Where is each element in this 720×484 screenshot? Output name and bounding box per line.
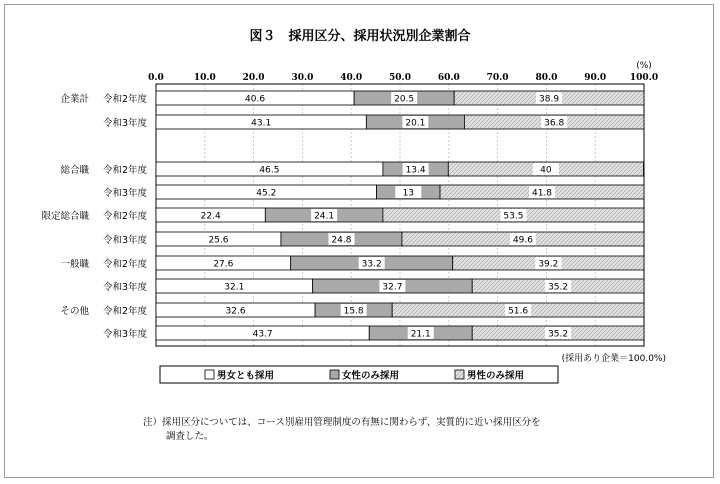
data-label: 21.1 bbox=[410, 329, 431, 340]
unit-label: (%) bbox=[636, 61, 652, 71]
data-label: 24.8 bbox=[331, 235, 352, 246]
legend-swatch bbox=[205, 370, 214, 379]
x-tick-label: 100.0 bbox=[629, 73, 659, 83]
data-label: 51.6 bbox=[508, 306, 529, 317]
x-tick-label: 40.0 bbox=[340, 73, 363, 83]
category-label: 令和3年度 bbox=[102, 188, 147, 199]
group-label: 企業計 bbox=[60, 94, 89, 105]
data-label: 40.6 bbox=[245, 94, 266, 105]
group-label: 限定総合職 bbox=[41, 211, 89, 222]
data-label: 40 bbox=[540, 165, 552, 176]
data-label: 22.4 bbox=[200, 211, 221, 222]
footnote-line-1: 注）採用区分については、コース別雇用管理制度の有無に関わらず、実質的に近い採用区分を bbox=[143, 417, 541, 428]
data-label: 15.8 bbox=[343, 306, 364, 317]
data-label: 38.9 bbox=[539, 94, 560, 105]
category-label: 令和2年度 bbox=[102, 94, 147, 105]
category-label: 令和2年度 bbox=[102, 211, 147, 222]
data-label: 33.2 bbox=[361, 259, 382, 270]
data-label: 43.7 bbox=[252, 329, 273, 340]
x-tick-label: 10.0 bbox=[193, 73, 216, 83]
data-label: 43.1 bbox=[251, 118, 272, 129]
legend-swatch bbox=[455, 370, 464, 379]
group-label: その他 bbox=[60, 306, 89, 317]
x-tick-label: 20.0 bbox=[242, 73, 265, 83]
legend-label: 男女とも採用 bbox=[217, 370, 275, 382]
footnote-line-2: 調査した。 bbox=[166, 431, 214, 442]
category-label: 令和3年度 bbox=[102, 329, 147, 340]
data-label: 39.2 bbox=[538, 259, 559, 270]
data-label: 13 bbox=[402, 188, 415, 199]
category-label: 令和3年度 bbox=[102, 118, 147, 129]
data-label: 36.8 bbox=[544, 118, 565, 129]
data-label: 32.1 bbox=[224, 282, 245, 293]
x-tick-label: 0.0 bbox=[148, 73, 164, 83]
data-label: 35.2 bbox=[548, 282, 569, 293]
category-label: 令和2年度 bbox=[102, 259, 147, 270]
data-label: 32.7 bbox=[382, 282, 403, 293]
legend-label: 女性のみ採用 bbox=[342, 370, 400, 382]
category-label: 令和3年度 bbox=[102, 282, 147, 293]
data-label: 45.2 bbox=[256, 188, 277, 199]
category-label: 令和2年度 bbox=[102, 165, 147, 176]
base-note: (採用あり企業＝100.0%) bbox=[561, 354, 666, 364]
group-label: 総合職 bbox=[60, 165, 89, 176]
x-tick-label: 90.0 bbox=[584, 73, 607, 83]
x-tick-label: 80.0 bbox=[535, 73, 558, 83]
data-label: 13.4 bbox=[405, 165, 426, 176]
category-label: 令和2年度 bbox=[102, 306, 147, 317]
x-tick-label: 70.0 bbox=[486, 73, 509, 83]
data-label: 35.2 bbox=[548, 329, 569, 340]
data-label: 24.1 bbox=[314, 211, 335, 222]
legend-swatch bbox=[330, 370, 339, 379]
data-label: 32.6 bbox=[225, 306, 246, 317]
chart-title: 図３ 採用区分、採用状況別企業割合 bbox=[249, 29, 471, 44]
data-label: 53.5 bbox=[503, 211, 524, 222]
x-tick-label: 50.0 bbox=[389, 73, 411, 83]
data-label: 20.5 bbox=[394, 94, 415, 105]
category-label: 令和3年度 bbox=[102, 235, 147, 246]
legend-label: 男性のみ採用 bbox=[467, 370, 525, 382]
data-label: 27.6 bbox=[213, 259, 234, 270]
x-tick-label: 30.0 bbox=[291, 73, 314, 83]
x-tick-label: 60.0 bbox=[437, 73, 460, 83]
data-label: 49.6 bbox=[512, 235, 533, 246]
data-label: 20.1 bbox=[405, 118, 426, 129]
group-label: 一般職 bbox=[60, 259, 89, 270]
data-label: 46.5 bbox=[259, 165, 280, 176]
data-label: 25.6 bbox=[208, 235, 229, 246]
data-label: 41.8 bbox=[531, 188, 553, 199]
